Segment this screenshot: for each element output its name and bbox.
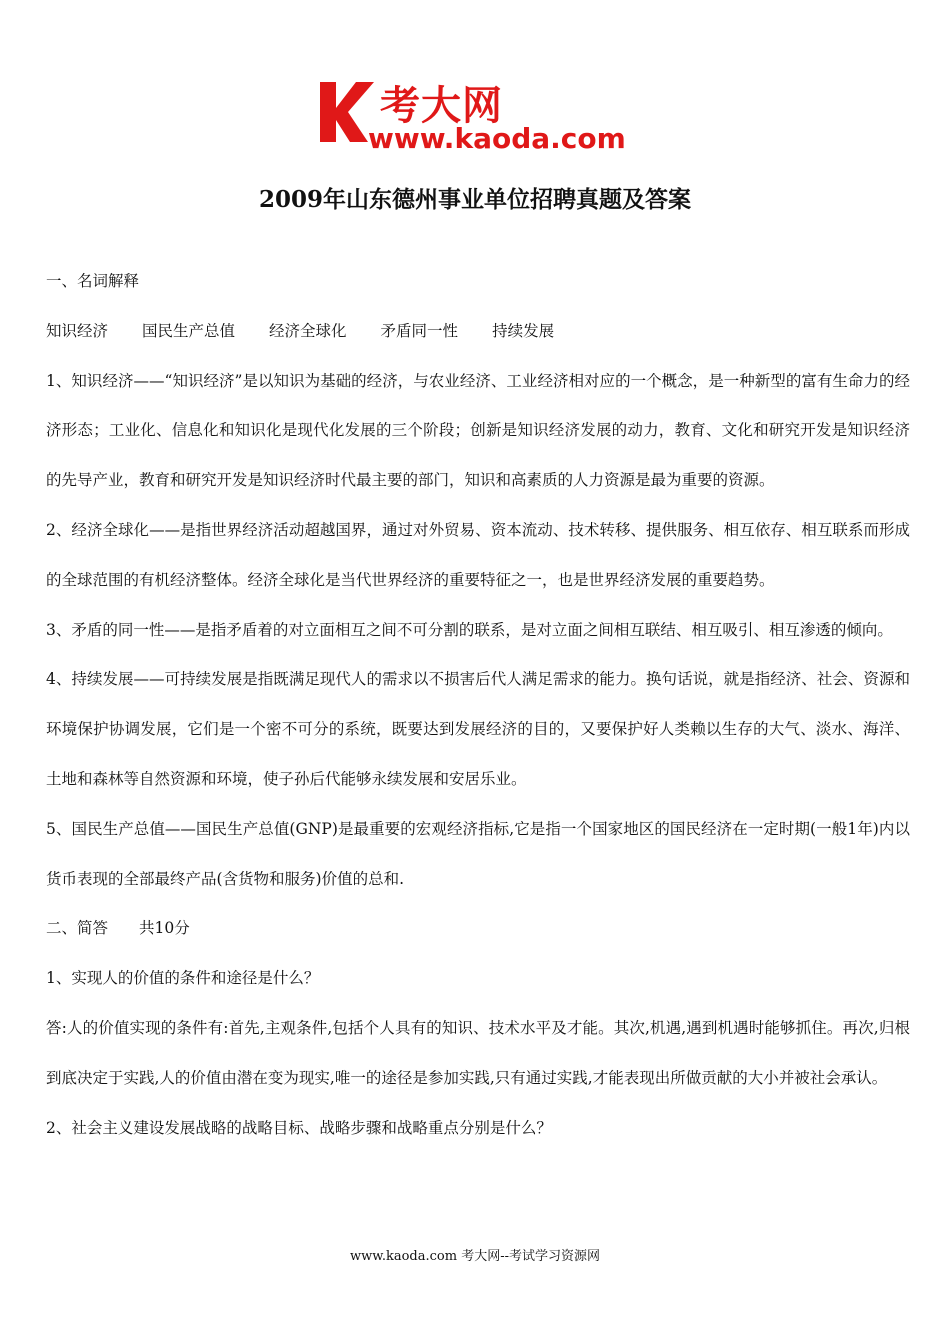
question-1: 1、实现人的价值的条件和途径是什么？	[46, 969, 320, 988]
page-title: 2009年山东德州事业单位招聘真题及答案	[258, 186, 691, 213]
definition-globalization: 2、经济全球化——是指世界经济活动超越国界，通过对外贸易、资本流动、技术转移、提供服务、相互依存、相互联系而形成的全球范围的有机经济整体。经济全球化是当代世界经济的重要特征之一，也是世界经济发展的重要趋势。	[46, 520, 910, 589]
section1-heading: 一、名词解释	[46, 272, 140, 290]
definition-gnp: 5、国民生产总值——国民生产总值(GNP)是最重要的宏观经济指标,它是指一个国家地区的国民经济在一定时期(一般1年)内以货币表现的全部最终产品(含货物和服务)价值的总和.	[46, 819, 910, 888]
term-item: 矛盾同一性	[380, 321, 459, 340]
term-item: 经济全球化	[269, 321, 347, 340]
term-item: 持续发展	[492, 321, 555, 340]
answer-1: 答:人的价值实现的条件有:首先,主观条件,包括个人具有的知识、技术水平及才能。其次,机遇,遇到机遇时能够抓住。再次,归根到底决定于实践,人的价值由潜在变为现实,唯一的途径是参加实践,只有通过实践,才能表现出所做贡献的大小并被社会承认。	[46, 1018, 910, 1087]
page-footer: www.kaoda.com 考大网--考试学习资源网	[350, 1249, 600, 1264]
definition-contradiction-identity: 3、矛盾的同一性——是指矛盾着的对立面相互之间不可分割的联系，是对立面之间相互联结、相互吸引、相互渗透的倾向。	[46, 620, 893, 639]
definition-knowledge-economy: 1、知识经济——“知识经济”是以知识为基础的经济，与农业经济、工业经济相对应的一个概念，是一种新型的富有生命力的经济形态；工业化、信息化和知识化是现代化发展的三个阶段；创新是知识经济发展的动力，教育、文化和研究开发是知识经济的先导产业，教育和研究开发是知识经济时代最主要的部门，知识和高素质的人力资源是最为重要的资源。	[46, 371, 910, 490]
term-item: 国民生产总值	[142, 321, 236, 340]
logo-url: www.kaoda.com	[368, 122, 626, 155]
question-2: 2、社会主义建设发展战略的战略目标、战略步骤和战略重点分别是什么？	[46, 1118, 552, 1137]
kaoda-logo	[318, 78, 638, 158]
logo-chinese-name: 考大网	[380, 83, 503, 129]
definition-sustainable-development: 4、持续发展——可持续发展是指既满足现代人的需求以不损害后代人满足需求的能力。换句话说，就是指经济、社会、资源和环境保护协调发展，它们是一个密不可分的系统，既要达到发展经济的目的，又要保护好人类赖以生存的大气、淡水、海洋、土地和森林等自然资源和环境，使子孙后代能够永续发展和安居乐业。	[46, 670, 910, 788]
term-item: 知识经济	[46, 321, 109, 340]
document-body	[46, 257, 910, 1153]
term-list	[46, 307, 910, 357]
section2-heading: 二、简答 共10分	[46, 919, 190, 938]
